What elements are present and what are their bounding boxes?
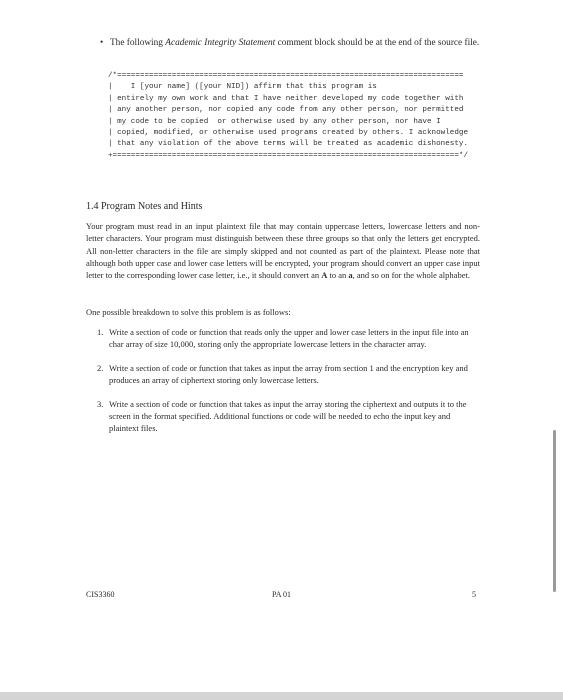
code-line: +============================================================================*/ <box>108 151 469 160</box>
footer-course-code: CIS3360 <box>86 590 115 599</box>
section-heading: 1.4 Program Notes and Hints <box>86 201 203 212</box>
bullet-text-end: comment block should be at the end of the source file. <box>275 38 480 48</box>
code-line: | entirely my own work and that I have neither developed my code together with <box>108 94 464 103</box>
step-number: 3. <box>97 398 104 409</box>
step-text: Write a section of code or function that reads only the upper and lower case letters in the input file into an char array of size 10,000, storing only the appropriate lowercase letters in the character array. <box>109 327 469 350</box>
bullet-text-italic: Academic Integrity Statement <box>165 38 276 48</box>
bullet-marker: • <box>100 38 104 48</box>
breakdown-steps-list <box>97 326 481 446</box>
list-item <box>97 362 481 387</box>
bullet-text <box>110 37 490 50</box>
code-line: | I [your name] ([your NID]) affirm that this program is <box>108 83 377 92</box>
step-number: 1. <box>97 327 104 337</box>
step-number: 2. <box>97 362 104 373</box>
code-line: | my code to be copied or otherwise used by any other person, nor have I <box>108 117 441 126</box>
vertical-scrollbar[interactable] <box>553 430 556 592</box>
code-line: | any another person, nor copied any code from any other person, nor permitted <box>108 106 464 115</box>
viewer-bottom-bar <box>0 692 563 700</box>
paragraph-text: , and so on for the whole alphabet. <box>352 270 470 281</box>
bullet-text-start: The following <box>110 38 166 48</box>
code-line: /*============================================================================ <box>108 72 464 80</box>
paragraph-bold-lowercase: a <box>348 270 353 281</box>
program-notes-paragraph <box>86 220 480 281</box>
code-line: | copied, modified, or otherwise used programs created by others. I acknowledge <box>108 129 469 138</box>
step-text: Write a section of code or function that takes as input the array from section 1 and the encryption key and produces an array of ciphertext storing only lowercase letters. <box>109 362 468 386</box>
footer-page-number: 5 <box>472 590 476 599</box>
paragraph-text: Your program must read in an input plaintext file that may contain uppercase letters, lowercase letters and non-letter characters. Your program must distinguish between these three groups so that only the letters get encrypted. All non-letter characters in the file are simply skipped and not counted as part of the plaintext. Please note that although both upper case and lower case letters will be encrypted, your program should convert an upper case input letter to the corresponding lower case letter, i.e., it should convert an <box>86 221 480 281</box>
paragraph-bold-uppercase: A <box>321 270 328 281</box>
integrity-code-block <box>108 71 528 162</box>
list-item <box>97 398 481 435</box>
code-line: | that any violation of the above terms will be treated as academic dishonesty. <box>108 140 469 149</box>
step-text: Write a section of code or function that takes as input the array storing the ciphertext and outputs it to the screen in the format specified. Additional functions or code will be needed to echo the input key and plaintext files. <box>109 398 467 434</box>
paragraph-text: to an <box>327 270 349 281</box>
list-item <box>97 326 481 351</box>
integrity-bullet <box>100 37 490 50</box>
breakdown-intro: One possible breakdown to solve this problem is as follows: <box>86 307 291 317</box>
footer-assignment: PA 01 <box>272 590 292 599</box>
